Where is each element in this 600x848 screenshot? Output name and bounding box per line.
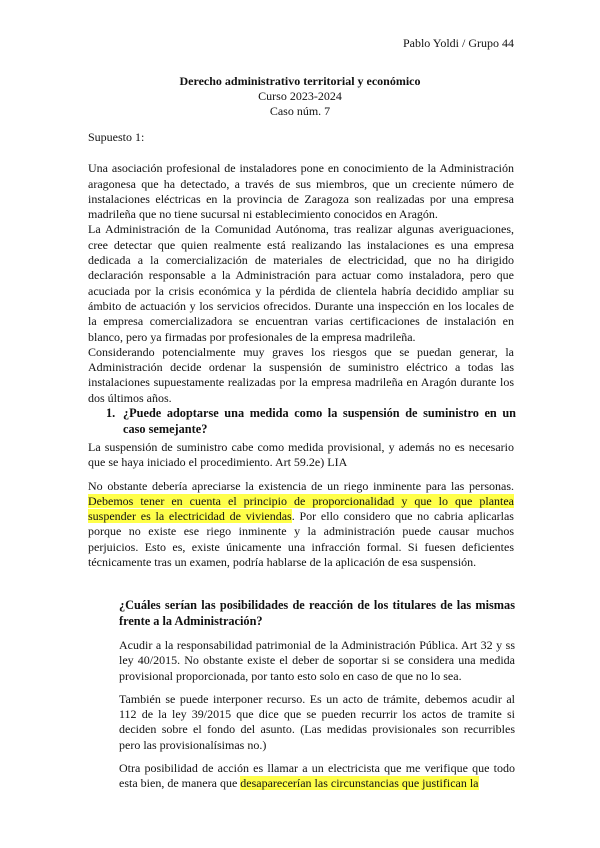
question-1 bbox=[106, 405, 516, 437]
answer-1-highlight: Debemos tener en cuenta el principio de proporcionalidad y que lo que plantea suspender es la electricidad de viviendas bbox=[88, 493, 514, 524]
document-title: Derecho administrativo territorial y económico bbox=[179, 74, 421, 88]
answer-2-paragraph-3 bbox=[119, 761, 515, 792]
answer-1-paragraph-1: La suspensión de suministro cabe como medida provisional, y además no es necesario que se haya iniciado el procedimiento. Art 59.2e) LIA bbox=[88, 440, 514, 470]
answer-1-p2-start: No obstante debería apreciarse la existencia de un riego inminente para las personas. bbox=[88, 478, 514, 493]
course-line: Curso 2023-2024 bbox=[258, 89, 342, 103]
answer-2-p3-start: Otra posibilidad de acción es llamar a un electricista que me verifique que todo esta bien, de manera que bbox=[119, 761, 515, 791]
question-2-text: ¿Cuáles serían las posibilidades de reacción de los titulares de las mismas frente a la Administración? bbox=[119, 598, 515, 628]
supuesto-label: Supuesto 1: bbox=[88, 130, 145, 144]
answer-2-paragraph-2: También se puede interponer recurso. Es un acto de trámite, debemos acudir al 112 de la ley 39/2015 que dice que se pueden recurrir los actos de tramite si deciden sobre el fondo del asunto. (Las medidas provisionales son recurribles pero las provisionalísimas no.) bbox=[119, 691, 515, 752]
author-header: Pablo Yoldi / Grupo 44 bbox=[402, 36, 514, 50]
answer-2-paragraph-1: Acudir a la responsabilidad patrimonial de la Administración Pública. Art 32 y ss ley 40/2015. No obstante existe el deber de soportar si se considera una medida provisional proporcionada, por tanto esto solo en caso de que no lo sea. bbox=[119, 638, 515, 683]
case-line: Caso núm. 7 bbox=[269, 104, 331, 118]
question-1-text: ¿Puede adoptarse una medida como la suspensión de suministro en un caso semejante? bbox=[123, 406, 516, 436]
answer-2-highlight: desaparecerían las circunstancias que justifican la bbox=[240, 776, 479, 791]
answer-1-paragraph-2 bbox=[88, 479, 514, 571]
question-1-number: 1. bbox=[106, 406, 116, 420]
answer-2 bbox=[119, 638, 515, 800]
supuesto-paragraph-1: Una asociación profesional de instaladores pone en conocimiento de la Administración aragonesa que ha detectado, a través de sus miembros, que un creciente número de instalaciones eléctricas en la provincia de Zaragoza son realizadas por una empresa madrileña que no tiene sucursal ni establecimiento conocidos en Aragón. bbox=[88, 161, 514, 222]
answer-1-p2-end: . Por ello considero que no cabria aplicarlas porque no existe ese riego inminente y la administración puede causar muchos perjuicios. Esto es, existe únicamente una infracción formal. Si fuesen deficientes técnicamente tras un examen, podría hablarse de la aplicación de esa suspensión. bbox=[88, 509, 514, 570]
supuesto-section bbox=[88, 130, 514, 406]
answer-1 bbox=[88, 440, 514, 570]
supuesto-paragraph-3: Considerando potencialmente muy graves los riesgos que se puedan generar, la Administración decide ordenar la suspensión de suministro eléctrico a todas las instalaciones supuestamente realizadas por la empresa madrileña en Aragón durante los dos últimos años. bbox=[88, 344, 514, 405]
supuesto-paragraph-2: La Administración de la Comunidad Autónoma, tras realizar algunas averiguaciones, cree detectar que quien realmente está realizando las instalaciones es una empresa dedicada a la comercialización de materiales de electricidad, que no ha dirigido declaración responsable a la Administración para actuar como instaladora, pero que acuciada por la crisis económica y la pérdida de clientela habría decidido ampliar su ámbito de actuación y los servicios ofrecidos. Durante una inspección en los locales de la empresa comercializadora se encuentran varias certificaciones de instalación en blanco, pero ya firmadas por profesionales de la empresa madrileña. bbox=[88, 222, 514, 344]
title-block bbox=[0, 74, 600, 119]
